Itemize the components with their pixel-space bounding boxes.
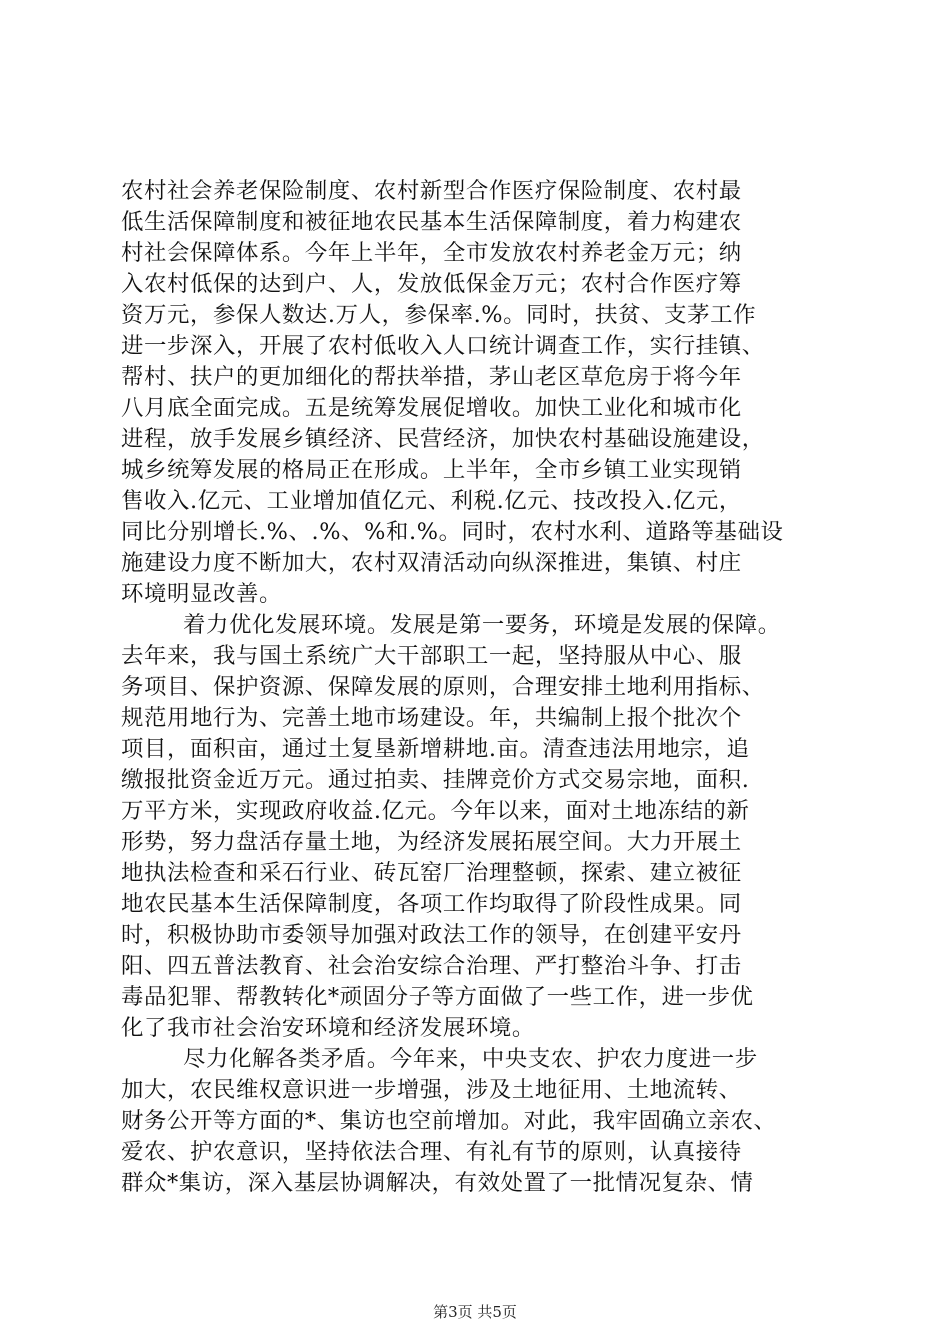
text-line: 加大，农民维权意识进一步增强，涉及土地征用、土地流转、 <box>121 1077 742 1103</box>
text-line: 低生活保障制度和被征地农民基本生活保障制度，着力构建农 <box>121 209 742 235</box>
text-line: 帮村、扶户的更加细化的帮扶举措，茅山老区草危房于将今年 <box>121 364 742 390</box>
text-line: 缴报批资金近万元。通过拍卖、挂牌竞价方式交易宗地，面积. <box>121 767 750 793</box>
text-line: 同比分别增长.%、.%、%和.%。同时，农村水利、道路等基础设 <box>121 519 784 545</box>
text-line: 城乡统筹发展的格局正在形成。上半年，全市乡镇工业实现销 <box>121 457 742 483</box>
text-line: 爱农、护农意识，坚持依法合理、有礼有节的原则，认真接待 <box>121 1139 742 1165</box>
text-line: 务项目、保护资源、保障发展的原则，合理安排土地利用指标、 <box>121 674 765 700</box>
page-number-footer: 第3页 共5页 <box>433 1303 517 1321</box>
text-line: 八月底全面完成。五是统筹发展促增收。加快工业化和城市化 <box>121 395 742 421</box>
text-line: 时，积极协助市委领导加强对政法工作的领导，在创建平安丹 <box>121 922 742 948</box>
text-line: 群众*集访，深入基层协调解决，有效处置了一批情况复杂、情 <box>121 1170 754 1196</box>
text-line: 阳、四五普法教育、社会治安综合治理、严打整治斗争、打击 <box>121 953 742 979</box>
text-line: 项目，面积亩，通过土复垦新增耕地.亩。清查违法用地宗，追 <box>121 736 750 762</box>
text-line: 规范用地行为、完善土地市场建设。年，共编制上报个批次个 <box>121 705 742 731</box>
text-line: 化了我市社会治安环境和经济发展环境。 <box>121 1015 535 1041</box>
text-line: 进程，放手发展乡镇经济、民营经济，加快农村基础设施建设， <box>121 426 765 452</box>
text-line: 进一步深入，开展了农村低收入人口统计调查工作，实行挂镇、 <box>121 333 765 359</box>
paragraph-start-line: 尽力化解各类矛盾。今年来，中央支农、护农力度进一步 <box>183 1046 758 1072</box>
text-line: 施建设力度不断加大，农村双清活动向纵深推进，集镇、村庄 <box>121 550 742 576</box>
text-line: 形势，努力盘活存量土地，为经济发展拓展空间。大力开展土 <box>121 829 742 855</box>
text-line: 财务公开等方面的*、集访也空前增加。对此，我牢固确立亲农、 <box>121 1108 777 1134</box>
text-line: 环境明显改善。 <box>121 581 282 607</box>
text-line: 售收入.亿元、工业增加值亿元、利税.亿元、技改投入.亿元， <box>121 488 742 514</box>
text-line: 农村社会养老保险制度、农村新型合作医疗保险制度、农村最 <box>121 178 742 204</box>
text-line: 万平方米，实现政府收益.亿元。今年以来，面对土地冻结的新 <box>121 798 750 824</box>
text-line: 地执法检查和采石行业、砖瓦窑厂治理整顿，探索、建立被征 <box>121 860 742 886</box>
text-line: 村社会保障体系。今年上半年，全市发放农村养老金万元；纳 <box>121 240 742 266</box>
text-line: 资万元，参保人数达.万人，参保率.%。同时，扶贫、支茅工作 <box>121 302 757 328</box>
text-line: 毒品犯罪、帮教转化*顽固分子等方面做了一些工作，进一步优 <box>121 984 754 1010</box>
body-text <box>121 176 836 1199</box>
text-line: 入农村低保的达到户、人，发放低保金万元；农村合作医疗筹 <box>121 271 742 297</box>
paragraph-start-line: 着力优化发展环境。发展是第一要务，环境是发展的保障。 <box>183 612 781 638</box>
text-line: 地农民基本生活保障制度，各项工作均取得了阶段性成果。同 <box>121 891 742 917</box>
text-line: 去年来，我与国土系统广大干部职工一起，坚持服从中心、服 <box>121 643 742 669</box>
